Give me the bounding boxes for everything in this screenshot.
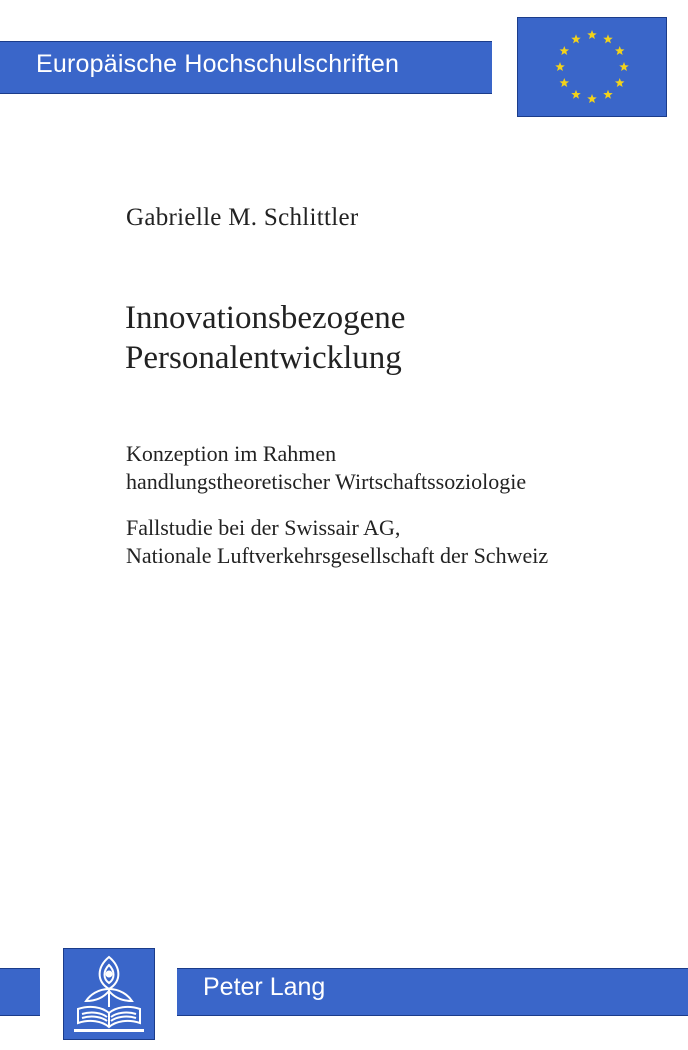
star-icon: [555, 62, 565, 71]
star-icon: [603, 34, 613, 43]
star-icon: [571, 90, 581, 99]
subtitle-1-line-1: Konzeption im Rahmen: [126, 441, 337, 466]
subtitle-1-line-2: handlungstheoretischer Wirtschaftssoziologie: [126, 469, 527, 494]
subtitle-2-line-2: Nationale Luftverkehrsgesellschaft der Schweiz: [126, 543, 549, 568]
star-icon: [587, 94, 597, 103]
star-icon: [615, 78, 625, 87]
star-icon: [615, 46, 625, 55]
publisher-book-flower-icon: [63, 948, 155, 1040]
publisher-name: Peter Lang: [203, 973, 326, 1001]
footer-left-strip: [0, 968, 40, 1016]
title-line-1: Innovationsbezogene: [125, 300, 406, 336]
star-icon: [560, 78, 570, 87]
title-line-2: Personalentwicklung: [125, 340, 402, 376]
subtitle-case-study: [126, 514, 548, 570]
author-name: Gabrielle M. Schlittler: [126, 204, 359, 231]
eu-flag-icon: [517, 17, 667, 117]
star-icon: [587, 30, 597, 39]
series-name: Europäische Hochschulschriften: [36, 50, 400, 78]
publisher-logo-drawing: [64, 949, 154, 1039]
book-title: [125, 298, 405, 378]
subtitle-conception: [126, 440, 526, 496]
star-icon: [619, 62, 629, 71]
eu-flag-stars: [518, 18, 666, 116]
star-icon: [603, 90, 613, 99]
star-icon: [560, 46, 570, 55]
subtitle-2-line-1: Fallstudie bei der Swissair AG,: [126, 515, 401, 540]
star-icon: [571, 34, 581, 43]
